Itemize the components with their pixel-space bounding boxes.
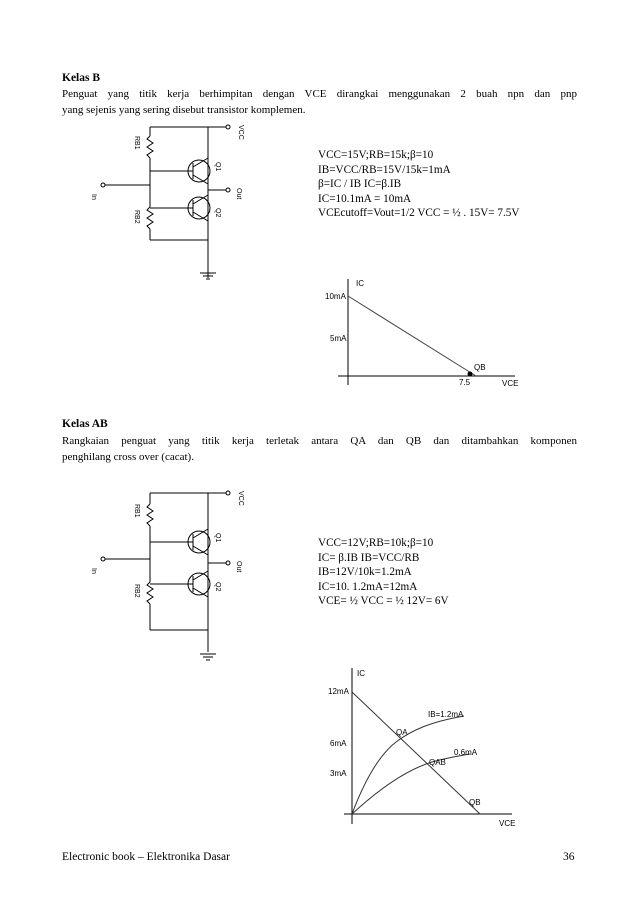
heading-kelas-ab: Kelas AB	[62, 418, 108, 430]
tick-label-6ma: 6mA	[330, 739, 347, 748]
paragraph-line: penghilang cross over (cacat).	[62, 451, 194, 463]
formula-line: IB=12V/10k=1.2mA	[318, 566, 412, 579]
label-rb2: RB2	[133, 584, 140, 598]
curve-label-0-6ma: 0.6mA	[454, 748, 478, 757]
formula-line: IC= β.IB IB=VCC/RB	[318, 551, 420, 564]
footer-book-title: Electronic book – Elektronika Dasar	[62, 851, 230, 863]
point-label-qb: QB	[474, 363, 486, 372]
formula-line: VCEcutoff=Vout=1/2 VCC = ½ . 15V= 7.5V	[318, 207, 520, 220]
curve-label-ib-1-2ma: IB=1.2mA	[428, 710, 464, 719]
label-vcc: VCC	[237, 491, 244, 506]
paragraph-line: Penguat yang titik kerja berhimpitan dengan VCE dirangkai menggunakan 2 buah npn dan pnp	[62, 88, 577, 100]
axis-label-ic: IC	[356, 279, 364, 288]
tick-label-12ma: 12mA	[328, 687, 349, 696]
point-label-qb: QB	[469, 798, 481, 807]
label-q1: Q1	[214, 162, 221, 172]
circuit-diagram-kelas-ab	[90, 484, 250, 664]
load-line-graph-kelas-ab	[322, 664, 527, 830]
page-number: 36	[563, 851, 575, 863]
axis-label-vce: VCE	[499, 819, 516, 828]
paragraph-line: yang sejenis yang sering disebut transistor komplemen.	[62, 104, 306, 116]
axis-label-vce: VCE	[502, 379, 519, 388]
label-out: Out	[235, 188, 242, 200]
tick-label-10ma: 10mA	[325, 292, 346, 301]
label-in: In	[90, 194, 97, 200]
paragraph-kelas-b	[62, 86, 577, 118]
label-out: Out	[235, 561, 242, 573]
tick-label-5ma: 5mA	[330, 334, 347, 343]
point-label-qab: QAB	[429, 758, 446, 767]
formula-line: IC=10. 1.2mA=12mA	[318, 580, 418, 593]
formula-line: IB=VCC/RB=15V/15k=1mA	[318, 163, 451, 176]
label-vcc: VCC	[237, 125, 244, 140]
label-q2: Q2	[214, 208, 221, 218]
circuit-diagram-kelas-b	[90, 118, 245, 286]
label-rb1: RB1	[133, 136, 140, 150]
formula-line: VCC=15V;RB=15k;β=10	[318, 149, 434, 161]
axis-label-ic: IC	[357, 669, 365, 678]
label-in: In	[90, 568, 97, 574]
formula-block-kelas-ab	[318, 536, 449, 609]
heading-kelas-b: Kelas B	[62, 72, 101, 84]
tick-label-3ma: 3mA	[330, 769, 347, 778]
formula-line: VCC=12V;RB=10k;β=10	[318, 537, 434, 549]
formula-line: IC=10.1mA = 10mA	[318, 192, 412, 205]
formula-line: β=IC / IB IC=β.IB	[318, 178, 402, 191]
formula-block-kelas-b	[318, 148, 519, 221]
label-q1: Q1	[214, 533, 221, 543]
label-rb1: RB1	[133, 504, 140, 518]
paragraph-line: Rangkaian penguat yang titik kerja terletak antara QA dan QB dan ditambahkan komponen	[62, 435, 577, 447]
formula-line: VCE= ½ VCC = ½ 12V= 6V	[318, 595, 449, 608]
point-label-qa: QA	[396, 728, 408, 737]
label-q2: Q2	[214, 582, 221, 592]
load-line-graph-kelas-b	[310, 275, 540, 395]
label-rb2: RB2	[133, 210, 140, 224]
tick-label-7-5: 7.5	[459, 378, 471, 387]
paragraph-kelas-ab	[62, 433, 577, 465]
